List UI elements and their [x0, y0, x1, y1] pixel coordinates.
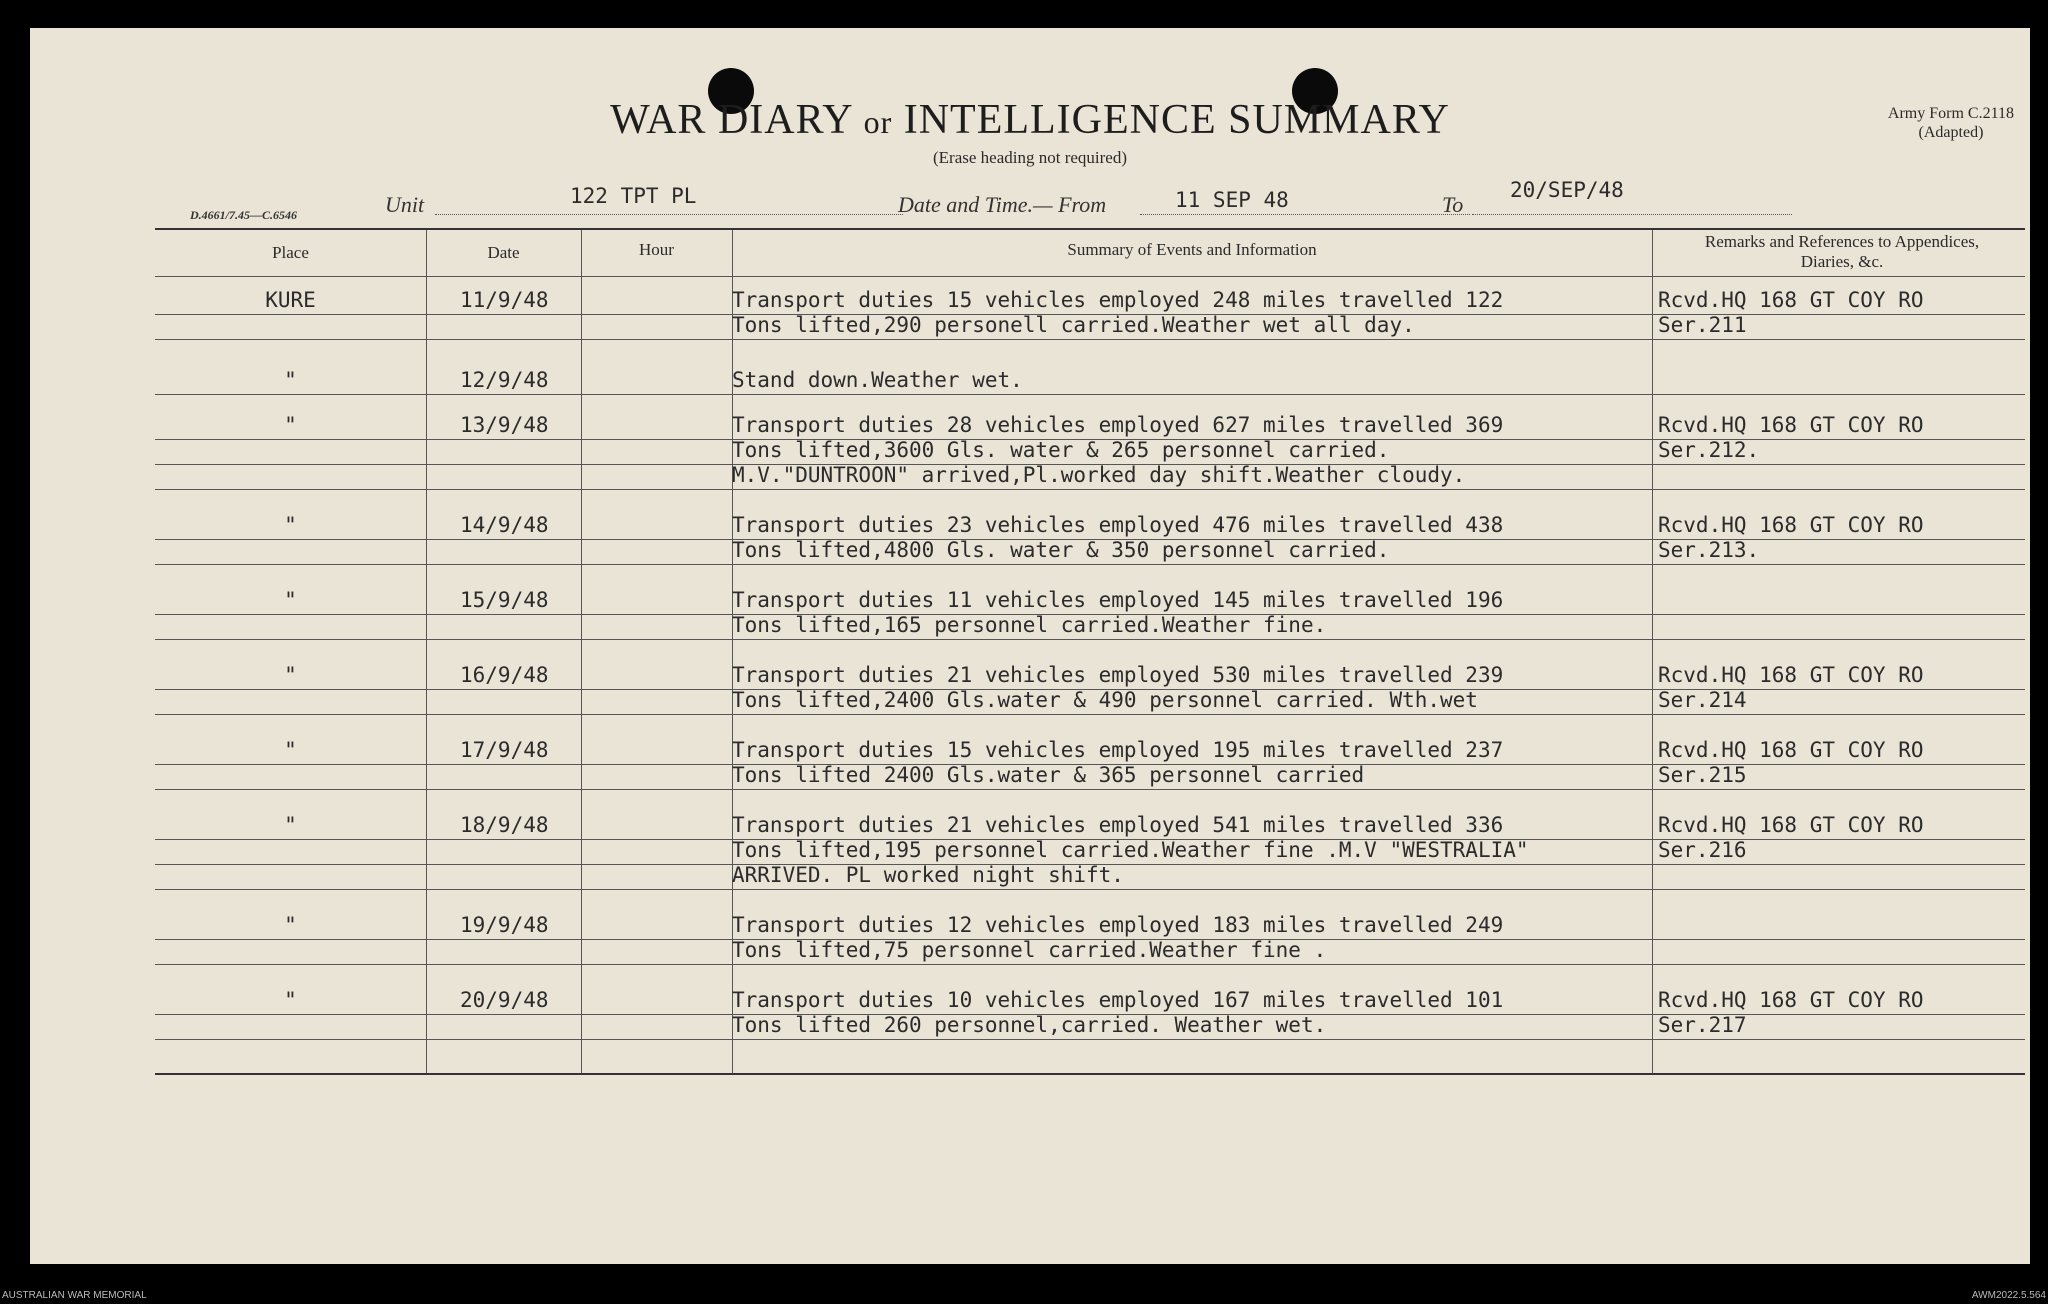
place-cell: " [284, 513, 297, 537]
remarks-line: Rcvd.HQ 168 GT COY RO [1658, 738, 1924, 762]
date-cell: 15/9/48 [460, 588, 549, 612]
date-from-label: Date and Time.— From [898, 192, 1107, 217]
row-rule [155, 714, 2025, 715]
summary-line: Tons lifted,2400 Gls.water & 490 personnel carried. Wth.wet [732, 688, 1478, 712]
col-divider [581, 230, 582, 1073]
row-rule [155, 639, 2025, 640]
date-cell: 16/9/48 [460, 663, 549, 687]
col-divider [426, 230, 427, 1073]
summary-line: Tons lifted,3600 Gls. water & 265 personnel carried. [732, 438, 1390, 462]
table-bottom-rule [155, 1073, 2025, 1075]
row-rule [155, 889, 2025, 890]
summary-line: Tons lifted 2400 Gls.water & 365 personnel carried [732, 763, 1365, 787]
row-rule [155, 864, 2025, 865]
date-cell: 20/9/48 [460, 988, 549, 1012]
col-header-summary: Summary of Events and Information [1067, 240, 1317, 259]
summary-line: Transport duties 11 vehicles employed 145 miles travelled 196 [732, 588, 1504, 612]
remarks-line: Rcvd.HQ 168 GT COY RO [1658, 813, 1924, 837]
summary-line: Transport duties 12 vehicles employed 183 miles travelled 249 [732, 913, 1504, 937]
diary-sheet [30, 28, 2030, 1264]
row-rule [155, 314, 2025, 315]
place-cell: " [284, 813, 297, 837]
summary-line: Transport duties 10 vehicles employed 167 miles travelled 101 [732, 988, 1504, 1012]
remarks-line: Ser.212. [1658, 438, 1760, 462]
place-cell: KURE [265, 288, 316, 312]
place-cell: " [284, 738, 297, 762]
row-rule [155, 464, 2025, 465]
summary-line: M.V."DUNTROON" arrived,Pl.worked day shift.Weather cloudy. [732, 463, 1466, 487]
row-rule [155, 539, 2025, 540]
col-header-remarks: Remarks and References to Appendices, Diaries, &c. [1704, 232, 1980, 271]
row-rule [155, 964, 2025, 965]
footer-left: AUSTRALIAN WAR MEMORIAL [2, 1290, 147, 1301]
footer-right: AWM2022.5.564 [1971, 1290, 2046, 1301]
row-rule [155, 789, 2025, 790]
form-code: D.4661/7.45—C.6546 [190, 208, 298, 222]
row-rule [155, 839, 2025, 840]
remarks-line: Ser.215 [1658, 763, 1747, 787]
place-cell: " [284, 413, 297, 437]
row-rule [155, 564, 2025, 565]
remarks-line: Ser.213. [1658, 538, 1760, 562]
summary-line: Tons lifted,195 personnel carried.Weather fine .M.V "WESTRALIA" [732, 838, 1529, 862]
place-cell: " [284, 663, 297, 687]
unit-label: Unit [385, 192, 425, 217]
remarks-line: Rcvd.HQ 168 GT COY RO [1658, 288, 1924, 312]
row-rule [155, 614, 2025, 615]
row-rule [155, 489, 2025, 490]
summary-line: Transport duties 21 vehicles employed 541 miles travelled 336 [732, 813, 1504, 837]
army-form-label: Army Form C.2118 (Adapted) [1887, 105, 2014, 141]
remarks-line: Rcvd.HQ 168 GT COY RO [1658, 413, 1924, 437]
place-cell: " [284, 368, 297, 392]
date-cell: 13/9/48 [460, 413, 549, 437]
remarks-line: Ser.217 [1658, 1013, 1747, 1037]
summary-line: Tons lifted,4800 Gls. water & 350 personnel carried. [732, 538, 1390, 562]
summary-line: ARRIVED. PL worked night shift. [732, 863, 1124, 887]
place-cell: " [284, 588, 297, 612]
summary-line: Tons lifted,290 personell carried.Weather wet all day. [732, 313, 1415, 337]
table-top-rule [155, 228, 2025, 230]
unit-value: 122 TPT PL [570, 184, 697, 208]
remarks-line: Rcvd.HQ 168 GT COY RO [1658, 988, 1924, 1012]
unit-line [435, 214, 903, 215]
date-to-label: To [1442, 192, 1464, 217]
summary-line: Transport duties 15 vehicles employed 248 miles travelled 122 [732, 288, 1504, 312]
place-cell: " [284, 988, 297, 1012]
date-from-line [1140, 214, 1470, 215]
summary-line: Transport duties 21 vehicles employed 530 miles travelled 239 [732, 663, 1504, 687]
date-from-value: 11 SEP 48 [1175, 188, 1289, 212]
row-rule [155, 1014, 2025, 1015]
summary-line: Transport duties 23 vehicles employed 476 miles travelled 438 [732, 513, 1504, 537]
row-rule [155, 339, 2025, 340]
date-to-line [1472, 214, 1792, 215]
summary-line: Tons lifted 260 personnel,carried. Weather wet. [732, 1013, 1327, 1037]
row-rule [155, 394, 2025, 395]
summary-line: Stand down.Weather wet. [732, 368, 1023, 392]
date-cell: 19/9/48 [460, 913, 549, 937]
date-cell: 12/9/48 [460, 368, 549, 392]
date-cell: 18/9/48 [460, 813, 549, 837]
col-header-place: Place [272, 243, 309, 262]
row-rule [155, 1039, 2025, 1040]
summary-line: Tons lifted,165 personnel carried.Weather fine. [732, 613, 1327, 637]
remarks-line: Ser.216 [1658, 838, 1747, 862]
date-cell: 17/9/48 [460, 738, 549, 762]
date-to-value: 20/SEP/48 [1510, 178, 1624, 202]
row-rule [155, 764, 2025, 765]
row-rule [155, 689, 2025, 690]
col-divider [1652, 230, 1653, 1073]
date-cell: 14/9/48 [460, 513, 549, 537]
date-cell: 11/9/48 [460, 288, 549, 312]
summary-line: Tons lifted,75 personnel carried.Weather fine . [732, 938, 1327, 962]
summary-line: Transport duties 28 vehicles employed 627 miles travelled 369 [732, 413, 1504, 437]
form-subtitle: (Erase heading not required) [933, 148, 1127, 167]
col-header-date: Date [487, 243, 520, 262]
col-header-hour: Hour [639, 240, 674, 259]
remarks-line: Rcvd.HQ 168 GT COY RO [1658, 663, 1924, 687]
header-rule [155, 276, 2025, 277]
remarks-line: Ser.211 [1658, 313, 1747, 337]
summary-line: Transport duties 15 vehicles employed 195 miles travelled 237 [732, 738, 1504, 762]
remarks-line: Ser.214 [1658, 688, 1747, 712]
row-rule [155, 939, 2025, 940]
remarks-line: Rcvd.HQ 168 GT COY RO [1658, 513, 1924, 537]
place-cell: " [284, 913, 297, 937]
row-rule [155, 439, 2025, 440]
form-title: WAR DIARY or INTELLIGENCE SUMMARY [610, 97, 1450, 143]
